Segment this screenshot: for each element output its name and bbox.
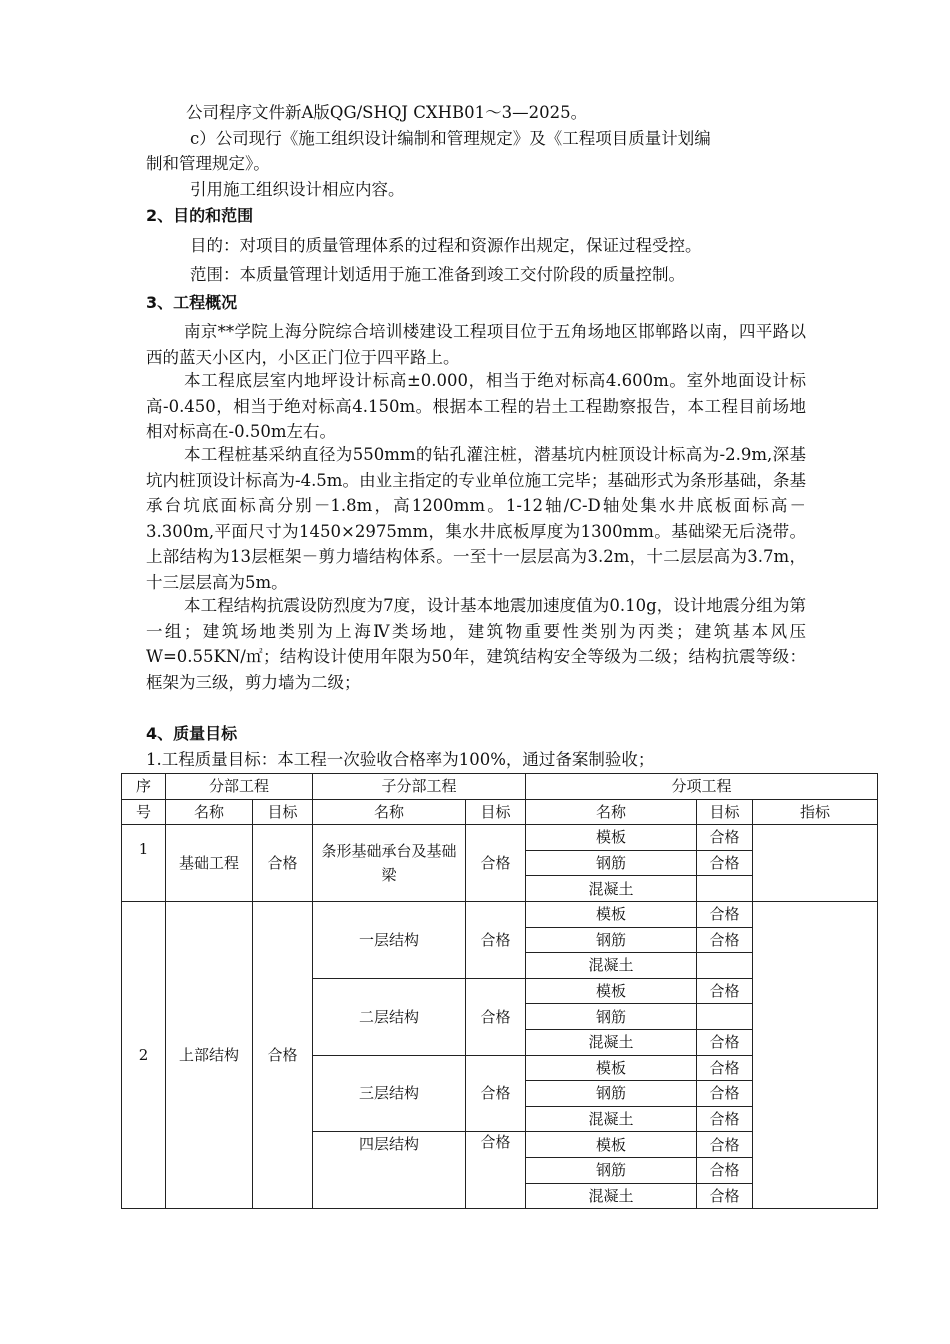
- item-name: 模板: [526, 901, 697, 927]
- item-target: [697, 1004, 753, 1030]
- item-target: 合格: [697, 1132, 753, 1158]
- table-subheader-row: [122, 799, 878, 825]
- item-target: 合格: [697, 978, 753, 1004]
- subpart-target: 合格: [466, 978, 526, 1055]
- header-part-name: 名称: [166, 799, 253, 825]
- purpose-text: 目的：对项目的质量管理体系的过程和资源作出规定，保证过程受控。: [190, 236, 702, 255]
- item-target: 合格: [697, 1183, 753, 1209]
- part-name: 基础工程: [166, 825, 253, 902]
- item-name: 混凝土: [526, 1029, 697, 1055]
- item-name: 模板: [526, 825, 697, 851]
- part-name: 上部结构: [166, 901, 253, 1208]
- header-part: 分部工程: [166, 774, 313, 800]
- intro-line-2b: 制和管理规定》。: [146, 154, 270, 173]
- item-target: 合格: [697, 1106, 753, 1132]
- subpart-target: 合格: [466, 1055, 526, 1132]
- intro-line-1: 公司程序文件新A版QG/SHQJ CXHB01～3—2025。: [186, 103, 588, 122]
- quality-target-table: [121, 773, 878, 1209]
- overview-paragraph-1: 南京**学院上海分院综合培训楼建设工程项目位于五角场地区邯郸路以南，四平路以西的蓝天小区内，小区正门位于四平路上。: [146, 322, 806, 367]
- item-name: 混凝土: [526, 953, 697, 979]
- subpart-target: 合格: [466, 901, 526, 978]
- item-target: 合格: [697, 850, 753, 876]
- section-3-heading: 3、工程概况: [146, 293, 238, 312]
- item-target: 合格: [697, 825, 753, 851]
- item-name: 模板: [526, 978, 697, 1004]
- header-subpart-target: 目标: [466, 799, 526, 825]
- item-name: 混凝土: [526, 1183, 697, 1209]
- subpart-name: 条形基础承台及基础梁: [313, 825, 466, 902]
- item-target: 合格: [697, 1081, 753, 1107]
- item-index: [753, 901, 878, 1208]
- header-index: 指标: [753, 799, 878, 825]
- header-item-name: 名称: [526, 799, 697, 825]
- intro-line-2a: c）公司现行《施工组织设计编制和管理规定》及《工程项目质量计划编: [190, 129, 711, 148]
- intro-line-3: 引用施工组织设计相应内容。: [190, 180, 405, 199]
- item-target: 合格: [697, 1055, 753, 1081]
- item-name: 钢筋: [526, 850, 697, 876]
- subpart-target: 合格: [466, 1132, 526, 1209]
- header-seq-2: 号: [122, 799, 166, 825]
- subpart-name: 四层结构: [313, 1132, 466, 1209]
- row-seq: 2: [122, 901, 166, 1208]
- header-item-target: 目标: [697, 799, 753, 825]
- item-target: [697, 876, 753, 902]
- subpart-name: 二层结构: [313, 978, 466, 1055]
- item-target: 合格: [697, 901, 753, 927]
- table-row: [122, 901, 878, 927]
- overview-paragraph-4: 本工程结构抗震设防烈度为7度，设计基本地震加速度值为0.10g，设计地震分组为第一组；建筑场地类别为上海Ⅳ类场地，建筑物重要性类别为丙类；建筑基本风压W=0.55KN/㎡；结构设计使用年限为50年，建筑结构安全等级为二级；结构抗震等级：框架为三级，剪力墙为二级；: [146, 596, 806, 692]
- header-seq: 序: [122, 774, 166, 800]
- header-item: 分项工程: [526, 774, 878, 800]
- section-4-heading: 4、质量目标: [146, 724, 238, 743]
- part-target: 合格: [253, 825, 313, 902]
- item-name: 钢筋: [526, 1081, 697, 1107]
- scope-text: 范围：本质量管理计划适用于施工准备到竣工交付阶段的质量控制。: [190, 265, 685, 284]
- item-target: 合格: [697, 1029, 753, 1055]
- table-header-row: [122, 774, 878, 800]
- row-seq: 1: [122, 825, 166, 902]
- item-name: 混凝土: [526, 876, 697, 902]
- item-name: 钢筋: [526, 927, 697, 953]
- subpart-name: 一层结构: [313, 901, 466, 978]
- overview-paragraph-2: 本工程底层室内地坪设计标高±0.000，相当于绝对标高4.600m。室外地面设计标高-0.450，相当于绝对标高4.150m。根据本工程的岩土工程勘察报告，本工程目前场地相对标高在-0.50m左右。: [146, 371, 806, 441]
- item-target: 合格: [697, 927, 753, 953]
- item-name: 模板: [526, 1132, 697, 1158]
- item-name: 钢筋: [526, 1157, 697, 1183]
- item-name: 模板: [526, 1055, 697, 1081]
- subpart-name: 三层结构: [313, 1055, 466, 1132]
- quality-goal-text: 1.工程质量目标：本工程一次验收合格率为100%，通过备案制验收；: [146, 750, 655, 769]
- section-2-heading: 2、目的和范围: [146, 206, 254, 225]
- item-target: [697, 953, 753, 979]
- table-row: [122, 825, 878, 851]
- header-subpart-name: 名称: [313, 799, 466, 825]
- part-target: 合格: [253, 901, 313, 1208]
- item-name: 钢筋: [526, 1004, 697, 1030]
- header-subpart: 子分部工程: [313, 774, 526, 800]
- subpart-target: 合格: [466, 825, 526, 902]
- overview-paragraph-3: 本工程桩基采纳直径为550mm的钻孔灌注桩，潜基坑内桩顶设计标高为-2.9m,深基坑内桩顶设计标高为-4.5m。由业主指定的专业单位施工完毕；基础形式为条形基础，条基承台坑底面标高分别－1.8m，高1200mm。1-12轴/C-D轴处集水井底板面标高－3.300m,平面尺寸为1450×2975mm，集水井底板厚度为1300mm。基础梁无后浇带。上部结构为13层框架－剪力墙结构体系。一至十一层层高为3.2m，十二层层高为3.7m，十三层层高为5m。: [146, 445, 806, 592]
- item-target: 合格: [697, 1157, 753, 1183]
- item-name: 混凝土: [526, 1106, 697, 1132]
- item-index: [753, 825, 878, 902]
- header-part-target: 目标: [253, 799, 313, 825]
